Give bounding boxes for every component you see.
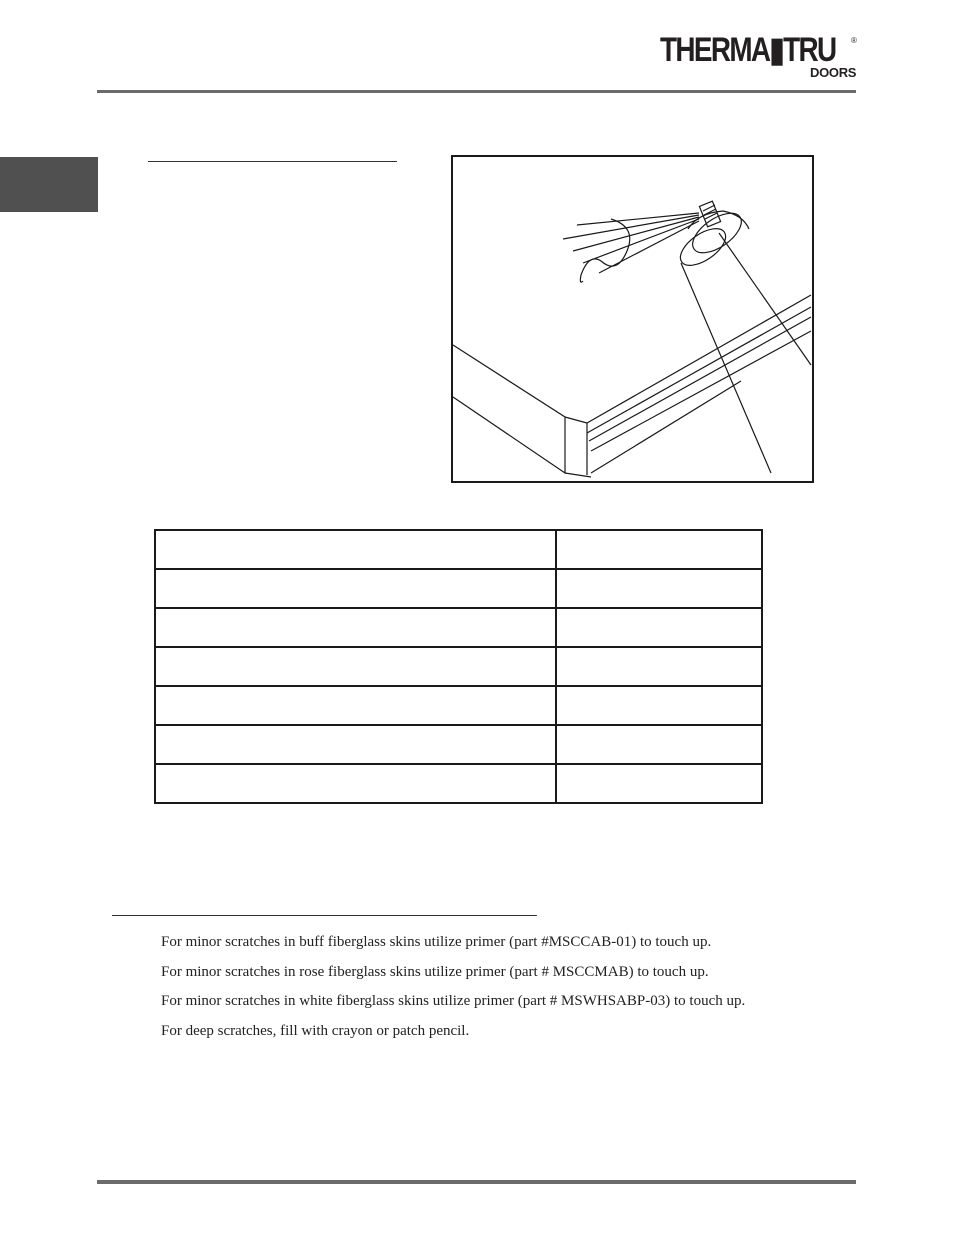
table-row <box>155 725 762 764</box>
table-row <box>155 608 762 647</box>
tip-item: For minor scratches in rose fiberglass skins utilize primer (part # MSCCMAB) to touch up. <box>161 963 709 980</box>
table-cell-description <box>155 686 556 725</box>
footer-divider <box>97 1180 856 1184</box>
table-row <box>155 647 762 686</box>
table-row <box>155 530 762 569</box>
spray-mist <box>563 213 699 282</box>
door-groove-2 <box>589 317 811 441</box>
logo-registered-mark: ® <box>851 36 857 45</box>
table-cell-part-number <box>556 530 762 569</box>
table-cell-description <box>155 530 556 569</box>
door-groove-3 <box>591 331 811 451</box>
door-panel-outline <box>453 345 565 473</box>
tip-item: For deep scratches, fill with crayon or patch pencil. <box>161 1022 470 1039</box>
table-cell-description <box>155 569 556 608</box>
table-row <box>155 569 762 608</box>
can-left-side <box>681 263 771 473</box>
table-cell-part-number <box>556 569 762 608</box>
table-cell-part-number <box>556 647 762 686</box>
touch-up-tips-list <box>161 928 745 1046</box>
table-cell-part-number <box>556 686 762 725</box>
table-cell-part-number <box>556 764 762 803</box>
logo-wordmark: THERMA▮TRU <box>660 31 836 69</box>
section-heading-underline <box>148 161 397 162</box>
door-groove-1 <box>587 307 811 433</box>
brand-logo <box>660 31 860 84</box>
logo-subtitle: DOORS <box>810 65 857 80</box>
parts-table <box>154 529 763 804</box>
section-side-tab <box>0 157 98 212</box>
tip-item: For minor scratches in buff fiberglass skins utilize primer (part #MSCCAB-01) to touch up. <box>161 934 712 950</box>
table-row <box>155 764 762 803</box>
table-cell-description <box>155 608 556 647</box>
table-cell-part-number <box>556 608 762 647</box>
can-right-side <box>719 233 811 365</box>
table-cell-description <box>155 764 556 803</box>
table-cell-description <box>155 725 556 764</box>
table-cell-description <box>155 647 556 686</box>
touch-up-heading-underline <box>112 915 537 916</box>
can-nozzle <box>699 201 720 227</box>
spray-can-illustration <box>451 155 814 483</box>
table-row <box>155 686 762 725</box>
door-edge <box>565 417 587 475</box>
spray-can <box>674 201 811 473</box>
door-top-edge <box>587 295 811 423</box>
tip-item: For minor scratches in white fiberglass skins utilize primer (part # MSWHSABP-03) to touch up. <box>161 993 746 1009</box>
header-divider <box>97 90 856 93</box>
table-cell-part-number <box>556 725 762 764</box>
